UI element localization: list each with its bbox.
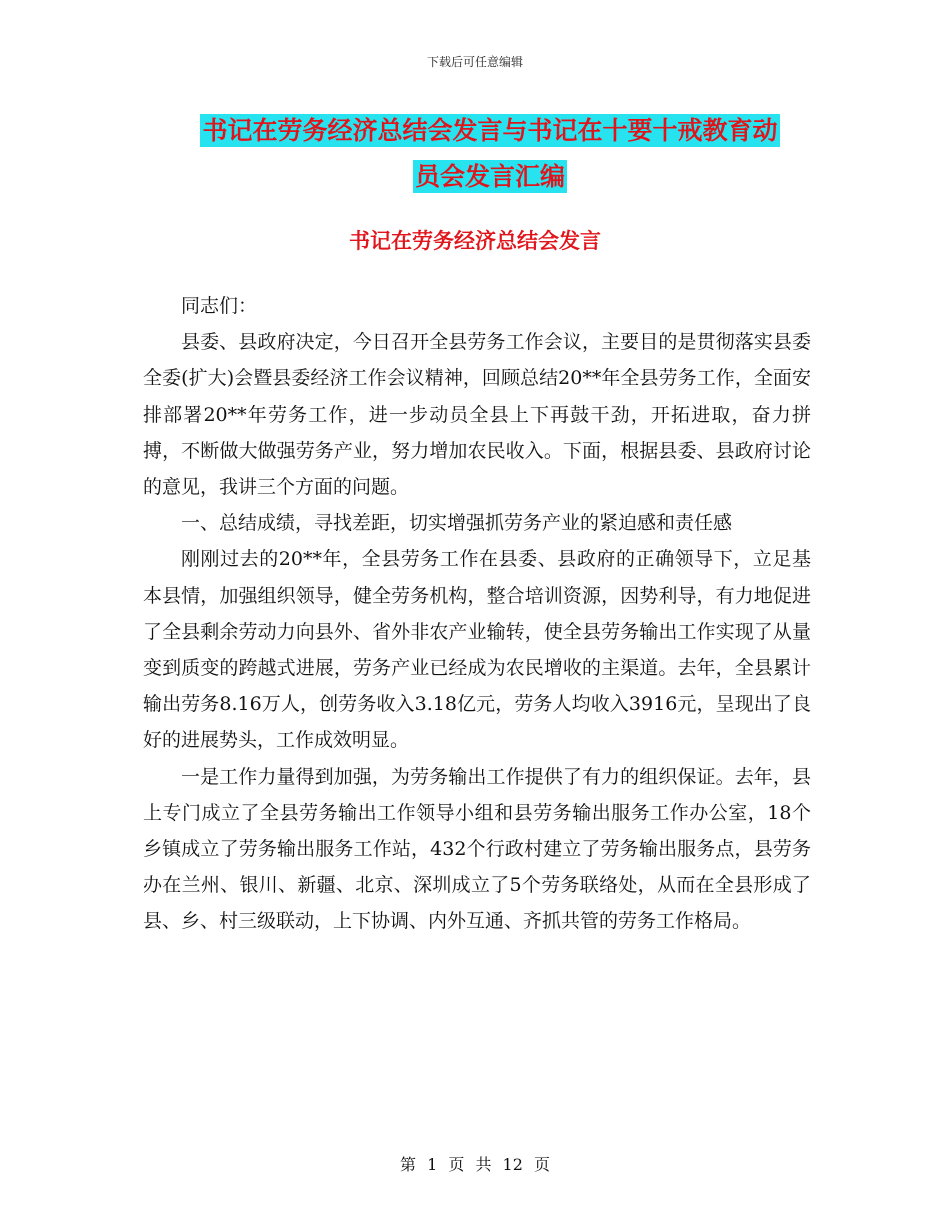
- document-title-line-1: 书记在劳务经济总结会发言与书记在十要十戒教育动: [202, 116, 778, 145]
- body-paragraph: 一是工作力量得到加强，为劳务输出工作提供了有力的组织保证。去年，县上专门成立了全县劳务输出工作领导小组和县劳务输出服务工作办公室，18个乡镇成立了劳务输出服务工作站，432个行政村建立了劳务输出服务点，县劳务办在兰州、银川、新疆、北京、深圳成立了5个劳务联络处，从而在全县形成了县、乡、村三级联动，上下协调、内外互通、齐抓共管的劳务工作格局。: [143, 765, 811, 933]
- body-paragraph: 县委、县政府决定，今日召开全县劳务工作会议，主要目的是贯彻落实县委全委(扩大)会暨县委经济工作会议精神，回顾总结20**年全县劳务工作，全面安排部署20**年劳务工作，进一步动员全县上下再鼓干劲，开拓进取，奋力拼搏，不断做大做强劳务产业，努力增加农民收入。下面，根据县委、县政府讨论的意见，我讲三个方面的问题。: [143, 331, 811, 499]
- page-number-footer: 第 1 页 共 12 页: [400, 1155, 550, 1174]
- section-title: 书记在劳务经济总结会发言: [349, 229, 601, 253]
- page-header-note: 下载后可任意编辑: [426, 55, 523, 69]
- salutation-paragraph: 同志们：: [181, 295, 258, 317]
- body-paragraph: 刚刚过去的20**年，全县劳务工作在县委、县政府的正确领导下，立足基本县情，加强组织领导，健全劳务机构，整合培训资源，因势利导，有力地促进了全县剩余劳动力向县外、省外非农产业输转，使全县劳务输出工作实现了从量变到质变的跨越式进展，劳务产业已经成为农民增收的主渠道。去年，全县累计输出劳务8.16万人，创劳务收入3.18亿元，劳务人均收入3916元，呈现出了良好的进展势头，工作成效明显。: [143, 548, 811, 752]
- document-title-line-2: 员会发言汇编: [414, 162, 565, 191]
- document-title: [160, 108, 820, 200]
- document-body: [143, 288, 811, 940]
- section-heading-paragraph: 一、总结成绩，寻找差距，切实增强抓劳务产业的紧迫感和责任感: [181, 512, 733, 535]
